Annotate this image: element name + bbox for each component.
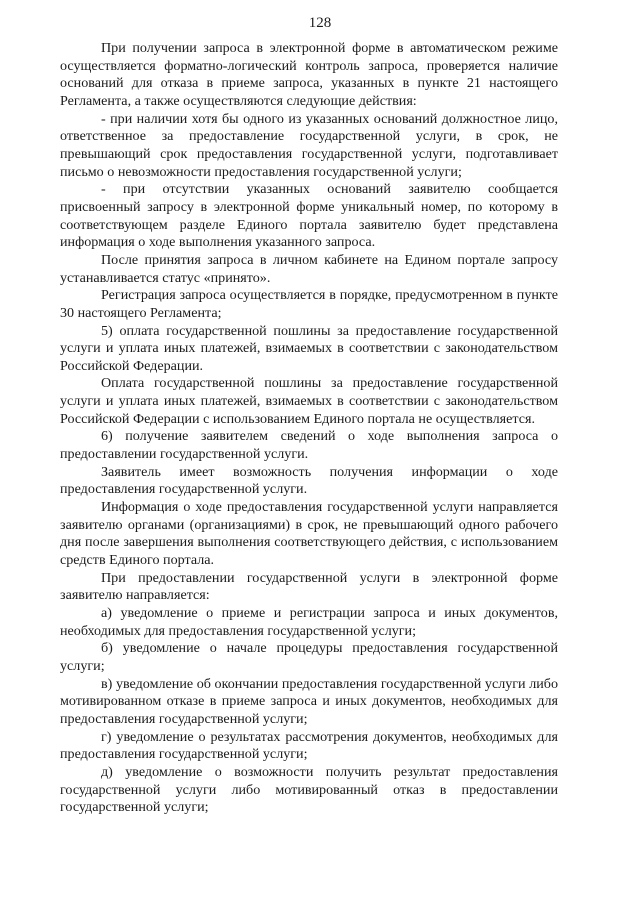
paragraph-progress-info-sent: Информация о ходе предоставления государственной услуги направляется заявителю органами (организациями) в срок, не превышающий одного рабочего дня после завершения выполнения соответствующего действия, с использованием средств Единого портала. [60,499,558,569]
paragraph-applicant-can-receive: Заявитель имеет возможность получения информации о ходе предоставления государственной услуги. [60,463,558,498]
paragraph-grounds-present: - при наличии хотя бы одного из указанных оснований должностное лицо, ответственное за предоставление государственной услуги, в срок, не превышающий срок предоставления государственной услуги, подготавливает письмо о невозможности предоставления государственной услуги; [60,110,558,180]
paragraph-notification-a: а) уведомление о приеме и регистрации запроса и иных документов, необходимых для предоставления государственной услуги; [60,605,558,639]
paragraph-notification-v: в) уведомление об окончании предоставления государственной услуги либо мотивированном отказе в приеме запроса и иных документов, необходимых для предоставления государственной услуги; [60,675,558,727]
paragraph-status-accepted: После принятия запроса в личном кабинете на Едином портале запросу устанавливается статус «принято». [60,251,558,286]
paragraph-notification-b: б) уведомление о начале процедуры предоставления государственной услуги; [60,640,558,674]
paragraph-notification-g: г) уведомление о результатах рассмотрения документов, необходимых для предоставления государственной услуги; [60,728,558,763]
page-number: 128 [308,15,332,31]
document-body [60,40,558,817]
paragraph-item-6-progress: 6) получение заявителем сведений о ходе выполнения запроса о предоставлении государственной услуги. [60,428,558,463]
paragraph-registration: Регистрация запроса осуществляется в порядке, предусмотренном в пункте 30 настоящего Регламента; [60,287,558,321]
paragraph-electronic-request-check: При получении запроса в электронной форме в автоматическом режиме осуществляется форматно-логический контроль запроса, проверяется наличие оснований для отказа в приеме запроса, указанных в пункте 21 настоящего Регламента, а также осуществляются следующие действия: [60,40,558,109]
paragraph-payment-not-via-portal: Оплата государственной пошлины за предоставление государственной услуги и уплата иных платежей, взимаемых в соответствии с законодательством Российской Федерации с использованием Единого портала не осуществляется. [60,375,558,427]
paragraph-notifications-intro: При предоставлении государственной услуги в электронной форме заявителю направляется: [60,569,558,604]
paragraph-notification-d: д) уведомление о возможности получить результат предоставления государственной услуги либо мотивированный отказ в предоставлении государственной услуги; [60,763,558,816]
paragraph-grounds-absent: - при отсутствии указанных оснований заявителю сообщается присвоенный запросу в электронной форме уникальный номер, по которому в соответствующем разделе Единого портала заявителю будет представлена информация о ходе выполнения указанного запроса. [60,181,558,251]
paragraph-item-5-payment: 5) оплата государственной пошлины за предоставление государственной услуги и уплата иных платежей, взимаемых в соответствии с законодательством Российской Федерации. [60,322,558,374]
